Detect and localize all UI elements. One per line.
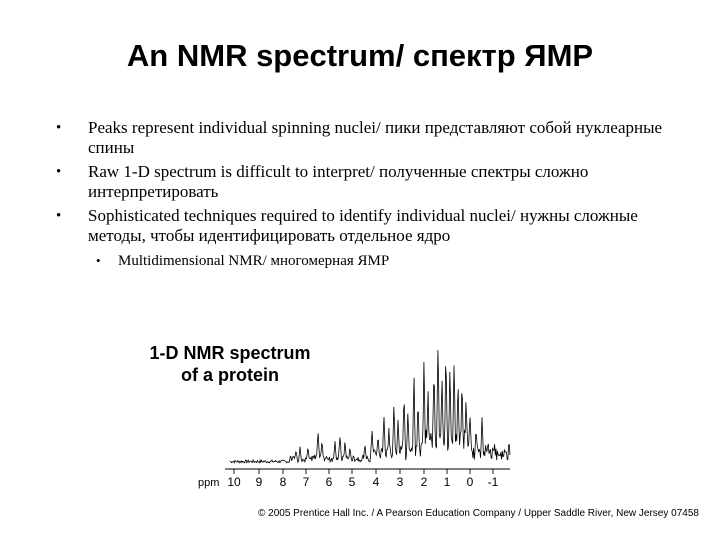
axis-tick-labels [227,475,498,489]
copyright-notice: © 2005 Prentice Hall Inc. / A Pearson Education Company / Upper Saddle River, New Jersey 07458 [258,508,699,519]
axis-tick-label: 6 [325,475,333,489]
bullet-marker: • [56,164,62,180]
bullet-text: Sophisticated techniques required to identify individual nuclei/ нужны сложные методы, чтобы идентифицировать отдельное ядро [88,206,638,245]
axis-tick-label: 2 [420,475,428,489]
axis-tick-label: 0 [466,475,474,489]
bullet-marker: • [56,120,62,136]
axis-tick-marks [234,469,493,474]
spectrum-caption-line2: of a protein [181,365,279,385]
axis-tick-label: 8 [279,475,287,489]
bullet-marker: • [56,208,62,224]
axis-tick-label: 10 [227,475,241,489]
axis-tick-label: 5 [348,475,356,489]
axis-tick-label: 9 [255,475,263,489]
bullet-text: Peaks represent individual spinning nuclei/ пики представляют собой нуклеарные спины [88,118,663,157]
axis-tick-label: -1 [487,475,499,489]
axis-unit-label: ppm [198,477,220,489]
sub-bullet-text: Multidimensional NMR/ многомерная ЯМР [118,253,390,269]
axis-tick-label: 1 [443,475,451,489]
axis-tick-label: 4 [372,475,380,489]
spectrum-caption-line1: 1-D NMR spectrum [149,343,311,363]
bullet-text: Raw 1-D spectrum is difficult to interpret/ полученные спектры сложно интерпретировать [88,162,589,201]
slide-title: An NMR spectrum/ спектр ЯМР [126,38,594,73]
sub-bullet-marker: • [96,253,101,268]
axis-tick-label: 3 [396,475,404,489]
axis-tick-label: 7 [302,475,310,489]
spectrum-trace [230,350,510,463]
